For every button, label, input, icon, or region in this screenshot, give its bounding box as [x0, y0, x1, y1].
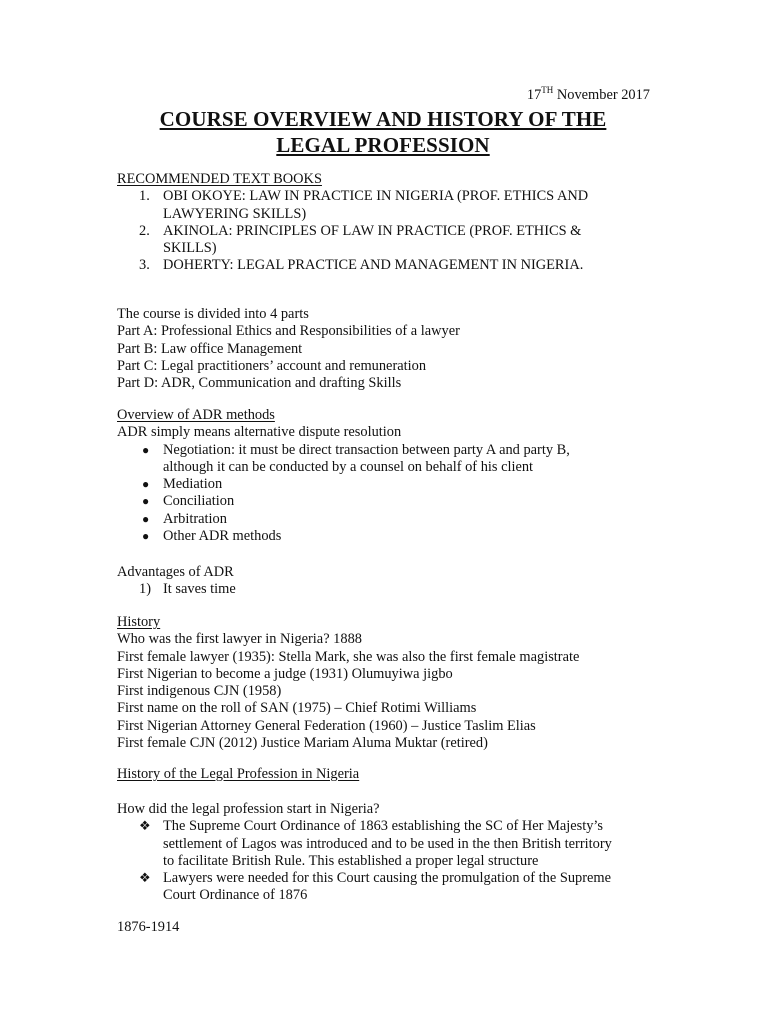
course-part: Part A: Professional Ethics and Responsibilities of a lawyer: [117, 323, 460, 340]
list-item: [117, 257, 657, 274]
list-number: 3.: [139, 257, 150, 274]
period-heading: [117, 919, 657, 936]
bullet-icon: ●: [142, 494, 150, 509]
adr-methods-list: [117, 442, 657, 546]
course-parts-section: [117, 306, 657, 392]
legal-profession-list: [117, 818, 657, 904]
list-item-text: to facilitate British Rule. This established a proper legal structure: [163, 852, 539, 869]
list-item: [117, 442, 657, 477]
text-books-heading: RECOMMENDED TEXT BOOKS: [117, 171, 322, 187]
history-line: First Nigerian Attorney General Federation (1960) – Justice Taslim Elias: [117, 717, 536, 734]
list-item: [117, 511, 657, 528]
list-item-text: although it can be conducted by a counsel on behalf of his client: [163, 458, 534, 475]
list-item-text: OBI OKOYE: LAW IN PRACTICE IN NIGERIA (PROF. ETHICS AND: [163, 188, 589, 205]
history-heading: History: [117, 614, 161, 630]
date-day: 17: [526, 87, 542, 103]
course-part: Part D: ADR, Communication and drafting Skills: [117, 375, 402, 392]
bullet-icon: ●: [142, 511, 150, 526]
title-line-2: LEGAL PROFESSION: [276, 133, 490, 157]
advantages-list: [117, 581, 657, 598]
list-item-text: AKINOLA: PRINCIPLES OF LAW IN PRACTICE (PROF. ETHICS &: [163, 222, 582, 239]
list-item-text: DOHERTY: LEGAL PRACTICE AND MANAGEMENT IN NIGERIA.: [163, 257, 584, 274]
list-item-text: Mediation: [163, 476, 223, 493]
history-line: First name on the roll of SAN (1975) – Chief Rotimi Williams: [117, 700, 477, 717]
advantages-heading: Advantages of ADR: [117, 564, 234, 580]
list-item-text: Negotiation: it must be direct transaction between party A and party B,: [163, 441, 570, 458]
advantages-section: [117, 564, 657, 599]
legal-profession-section: [117, 766, 657, 783]
list-item-text: SKILLS): [163, 240, 217, 257]
history-line: First female lawyer (1935): Stella Mark, she was also the first female magistrate: [117, 648, 580, 665]
bullet-icon: ●: [142, 529, 150, 544]
list-item-text: Conciliation: [163, 493, 235, 510]
list-item: [117, 581, 657, 598]
history-line: First indigenous CJN (1958): [117, 683, 282, 700]
period-text: 1876-1914: [117, 919, 180, 935]
date-rest: November 2017: [553, 87, 650, 103]
adr-overview-heading: Overview of ADR methods: [117, 407, 275, 423]
list-item: [117, 188, 657, 223]
list-number: 1): [139, 581, 151, 598]
document-date: [527, 87, 650, 104]
list-item-text: Arbitration: [163, 510, 227, 527]
legal-profession-heading: History of the Legal Profession in Nigeria: [117, 766, 360, 782]
text-books-section: [117, 171, 657, 275]
course-parts-intro: The course is divided into 4 parts: [117, 306, 309, 322]
list-item-text: Lawyers were needed for this Court causing the promulgation of the Supreme: [163, 870, 611, 887]
history-line: First female CJN (2012) Justice Mariam Aluma Muktar (retired): [117, 735, 488, 752]
list-number: 2.: [139, 222, 150, 239]
adr-definition: ADR simply means alternative dispute resolution: [117, 424, 402, 441]
adr-overview-section: [117, 407, 657, 545]
list-item-text: LAWYERING SKILLS): [163, 205, 307, 222]
list-item-text: settlement of Lagos was introduced and to be used in the then British territory: [163, 835, 612, 852]
bullet-icon: ●: [142, 477, 150, 492]
list-item: [117, 223, 657, 258]
list-item: [117, 476, 657, 493]
history-section: [117, 614, 657, 752]
legal-profession-question: How did the legal profession start in Nigeria?: [117, 801, 380, 817]
diamond-bullet-icon: ❖: [139, 871, 151, 887]
history-line: Who was the first lawyer in Nigeria? 1888: [117, 631, 362, 648]
list-item-text: It saves time: [163, 581, 236, 598]
course-part: Part C: Legal practitioners’ account and remuneration: [117, 357, 427, 374]
date-suffix: TH: [541, 85, 554, 95]
list-item-text: Other ADR methods: [163, 528, 282, 545]
list-item: [117, 818, 657, 870]
course-part: Part B: Law office Management: [117, 340, 303, 357]
list-number: 1.: [139, 188, 150, 205]
list-item: [117, 870, 657, 905]
list-item: [117, 528, 657, 545]
legal-profession-body: [117, 801, 657, 905]
list-item-text: Court Ordinance of 1876: [163, 887, 308, 904]
bullet-icon: ●: [142, 442, 150, 457]
text-books-list: [117, 188, 657, 274]
diamond-bullet-icon: ❖: [139, 819, 151, 835]
title-line-1: COURSE OVERVIEW AND HISTORY OF THE: [159, 107, 607, 131]
list-item-text: The Supreme Court Ordinance of 1863 establishing the SC of Her Majesty’s: [163, 818, 604, 835]
list-item: [117, 493, 657, 510]
history-line: First Nigerian to become a judge (1931) Olumuyiwa jigbo: [117, 665, 453, 682]
document-title: [117, 106, 649, 158]
